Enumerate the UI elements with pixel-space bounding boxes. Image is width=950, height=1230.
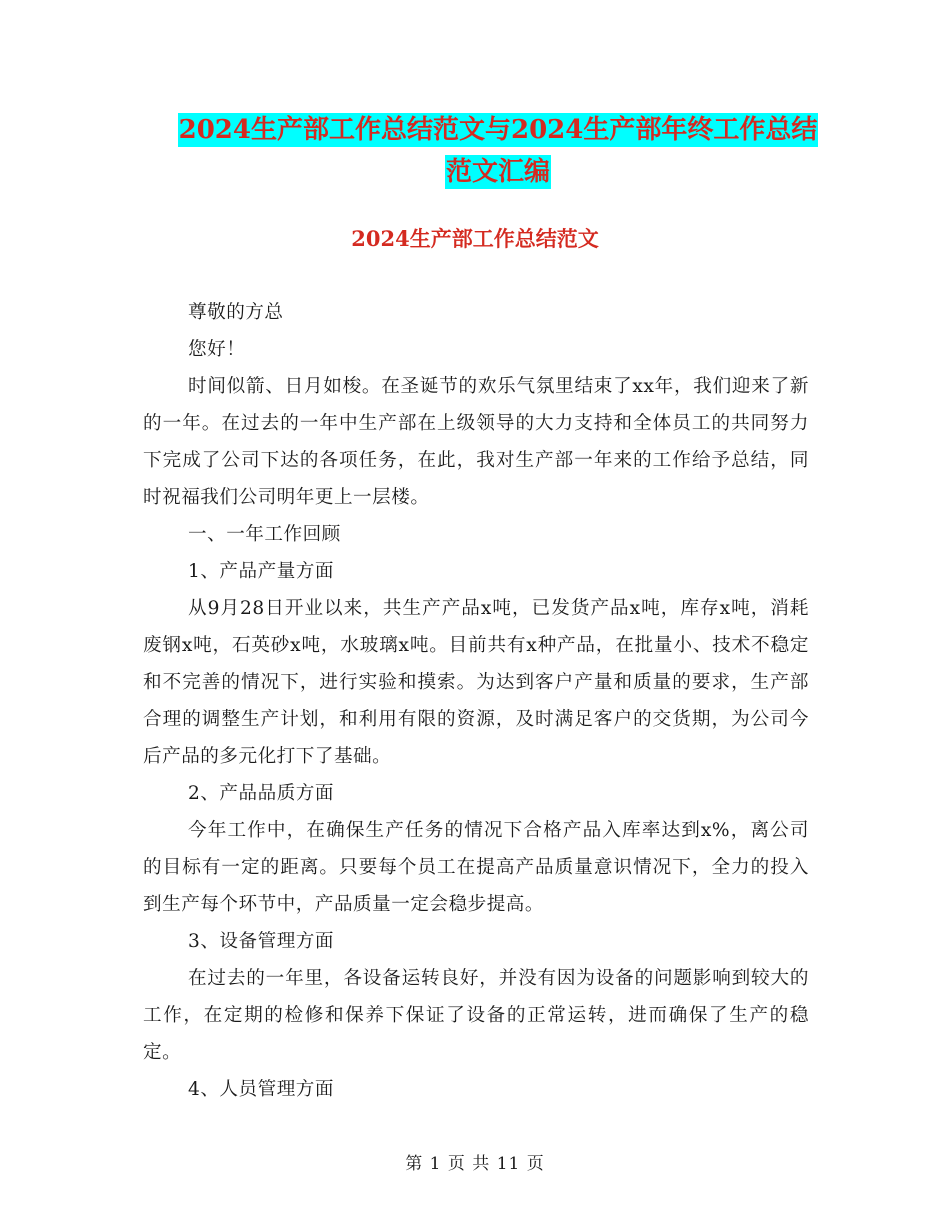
paragraph-quality: 今年工作中，在确保生产任务的情况下合格产品入库率达到x%，离公司的目标有一定的距离。只要每个员工在提高产品质量意识情况下，全力的投入到生产每个环节中，产品质量一定会稳步提高。	[143, 820, 809, 915]
section-title: 2024生产部工作总结范文	[351, 226, 599, 251]
heading-review: 一、一年工作回顾	[188, 524, 341, 545]
salutation: 尊敬的方总	[188, 302, 284, 323]
document-body	[143, 294, 809, 1108]
paragraph-equipment: 在过去的一年里，各设备运转良好，并没有因为设备的问题影响到较大的工作，在定期的检修和保养下保证了设备的正常运转，进而确保了生产的稳定。	[143, 968, 809, 1063]
greeting: 您好！	[188, 339, 246, 360]
subheading-personnel: 4、人员管理方面	[188, 1079, 334, 1100]
subheading-output: 1、产品产量方面	[188, 561, 334, 582]
page-footer: 第 1 页 共 11 页	[405, 1154, 545, 1174]
document-title-line-1	[140, 108, 856, 152]
document-title-line-2	[140, 150, 856, 194]
subheading-equipment: 3、设备管理方面	[188, 931, 334, 952]
paragraph-output: 从9月28日开业以来，共生产产品x吨，已发货产品x吨，库存x吨，消耗废钢x吨，石英砂x吨，水玻璃x吨。目前共有x种产品，在批量小、技术不稳定和不完善的情况下，进行实验和摸索。为达到客户产量和质量的要求，生产部合理的调整生产计划，和利用有限的资源，及时满足客户的交货期，为公司今后产品的多元化打下了基础。	[143, 598, 809, 767]
title-highlight: 2024生产部工作总结范文与2024生产部年终工作总结	[178, 115, 818, 145]
paragraph-intro: 时间似箭、日月如梭。在圣诞节的欢乐气氛里结束了xx年，我们迎来了新的一年。在过去的一年中生产部在上级领导的大力支持和全体员工的共同努力下完成了公司下达的各项任务，在此，我对生产部一年来的工作给予总结，同时祝福我们公司明年更上一层楼。	[143, 376, 809, 508]
subheading-quality: 2、产品品质方面	[188, 783, 334, 804]
title-highlight: 范文汇编	[445, 157, 550, 187]
